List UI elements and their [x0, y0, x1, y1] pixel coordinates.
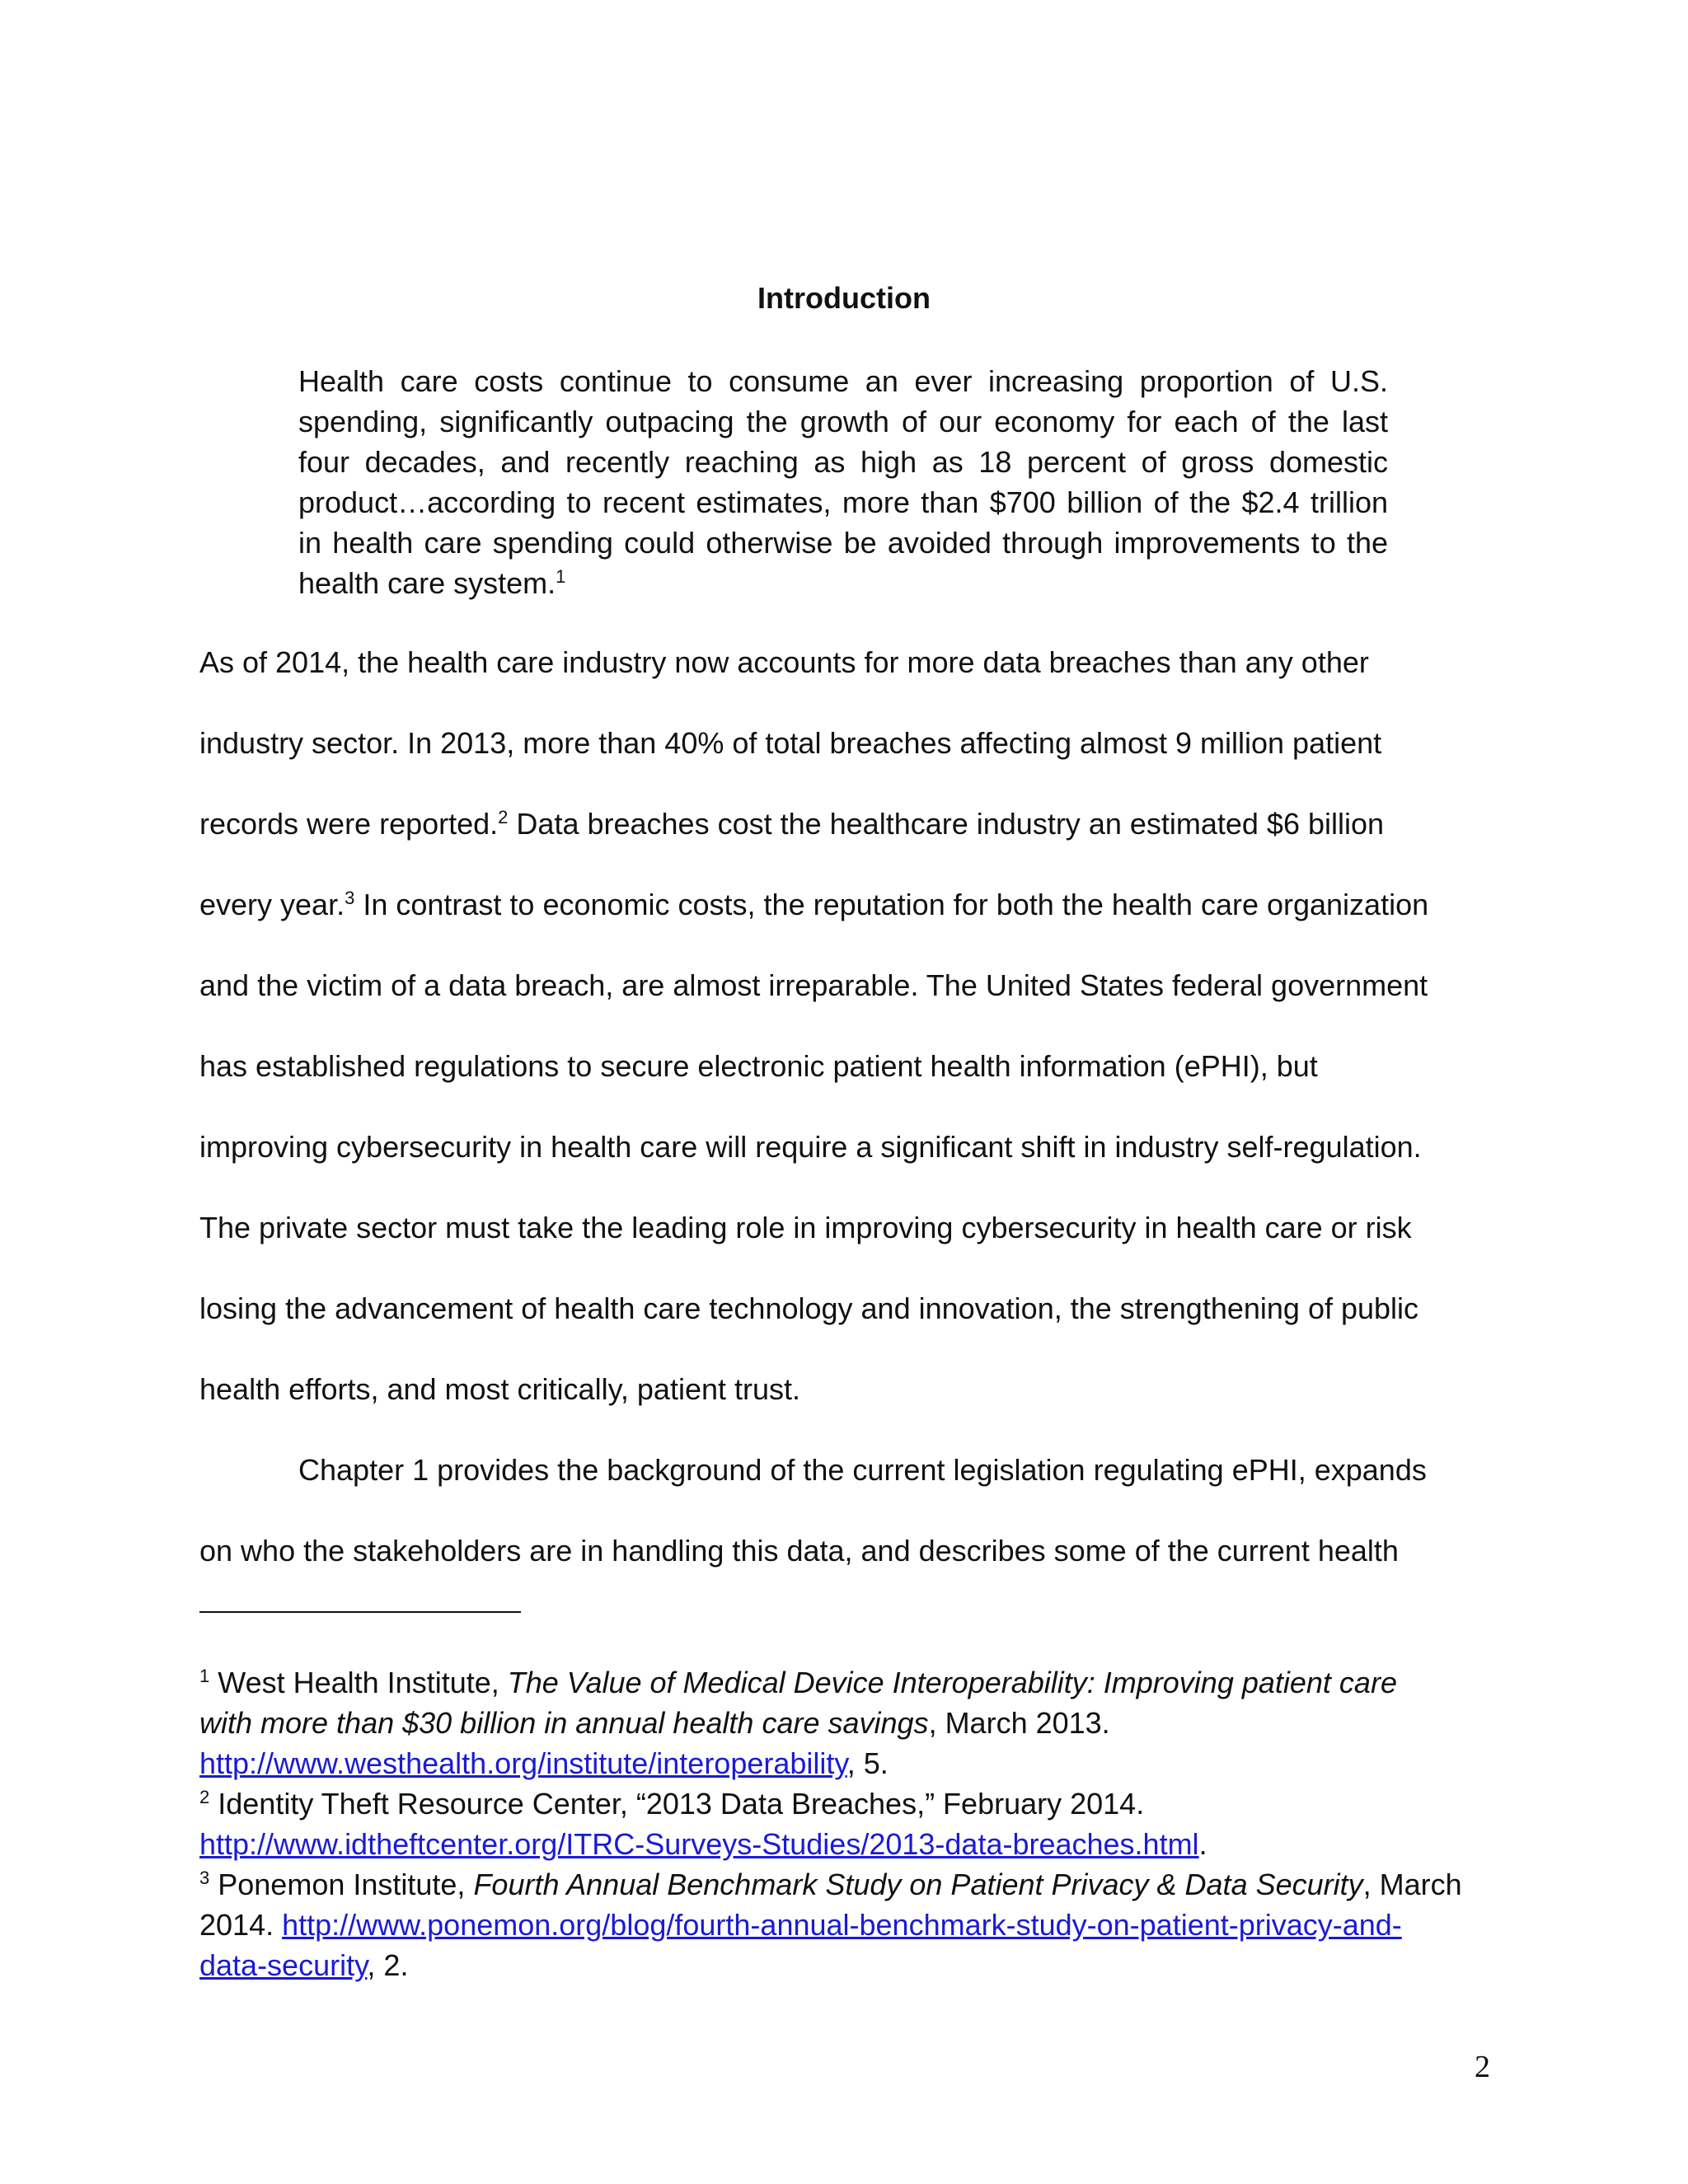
footnote-3-link-cont [199, 1945, 1485, 1985]
body-line: As of 2014, the health care industry now accounts for more data breaches than any other [199, 645, 1369, 679]
body-line: has established regulations to secure electronic patient health information (ePHI), but [199, 1049, 1318, 1083]
body-line: health efforts, and most critically, patient trust. [199, 1372, 800, 1406]
footnote-text: , 5. [846, 1746, 889, 1780]
block-quote [298, 361, 1388, 603]
footnote-3-link-line [199, 1905, 1485, 1945]
footnote-text: West Health Institute, [209, 1666, 508, 1699]
footnote-text: , March [1362, 1868, 1462, 1901]
body-line [199, 887, 1518, 923]
footnote-2 [199, 1783, 1485, 1824]
body-line: The private sector must take the leading role in improving cybersecurity in health care or risk [199, 1211, 1412, 1244]
block-quote-text: Health care costs continue to consume an ever increasing proportion of U.S. spending, significantly outpacing the growth of our economy for each of the last four decades, and recently reaching as high as 18 percent of gross domestic product…according to recent estimates, more than $700 billion of the $2.4 trillion in health care spending could otherwise be avoided through improvements to the health care system. [298, 364, 1388, 600]
body-line: industry sector. In 2013, more than 40% of total breaches affecting almost 9 million patient [199, 726, 1382, 760]
body-text: records were reported. [199, 807, 499, 841]
footnote-title: Fourth Annual Benchmark Study on Patient Privacy & Data Security [473, 1868, 1363, 1901]
footnote-text: Identity Theft Resource Center, “2013 Data Breaches,” February 2014. [209, 1787, 1145, 1821]
body-line: improving cybersecurity in health care will require a significant shift in industry self-regulation. [199, 1130, 1422, 1164]
footnote-2-link-line [199, 1824, 1485, 1864]
body-line [199, 806, 1518, 842]
footnote-text: . [1198, 1827, 1207, 1861]
footnote-ref-2[interactable]: 2 [498, 807, 509, 827]
body-text: every year. [199, 888, 345, 921]
footnote-separator [199, 1611, 521, 1613]
section-title: Introduction [757, 281, 931, 315]
footnote-link[interactable]: http://www.westhealth.org/institute/interoperability [199, 1746, 847, 1780]
body-text: In contrast to economic costs, the reputation for both the health care organization [354, 888, 1429, 921]
footnote-ref-3[interactable]: 3 [345, 888, 355, 908]
footnote-number: 2 [199, 1787, 210, 1807]
footnote-1-cont [199, 1703, 1485, 1743]
footnote-title: with more than $30 billion in annual health care savings [199, 1706, 929, 1740]
page-number: 2 [1475, 2050, 1490, 2084]
footnote-ref-1[interactable]: 1 [556, 566, 566, 587]
body-line: Chapter 1 provides the background of the current legislation regulating ePHI, expands [298, 1453, 1427, 1487]
body-line: losing the advancement of health care technology and innovation, the strengthening of public [199, 1291, 1419, 1325]
footnote-1 [199, 1662, 1485, 1703]
footnote-text: 2014. [199, 1908, 283, 1942]
footnotes [199, 1662, 1485, 1985]
footnote-number: 3 [199, 1868, 210, 1888]
footnote-text: , 2. [367, 1948, 409, 1982]
body-line: on who the stakeholders are in handling this data, and describes some of the current health [199, 1534, 1399, 1568]
body-text: Data breaches cost the healthcare industry an estimated $6 billion [508, 807, 1385, 841]
footnote-title: The Value of Medical Device Interoperability: Improving patient care [507, 1666, 1397, 1699]
body-line: and the victim of a data breach, are almost irreparable. The United States federal government [199, 968, 1428, 1002]
footnote-link[interactable]: data-security [199, 1948, 368, 1982]
footnote-link[interactable]: http://www.idtheftcenter.org/ITRC-Surveys-Studies/2013-data-breaches.html [199, 1827, 1199, 1861]
footnote-3 [199, 1864, 1485, 1905]
footnote-number: 1 [199, 1666, 210, 1686]
footnote-text: , March 2013. [928, 1706, 1110, 1740]
footnote-link[interactable]: http://www.ponemon.org/blog/fourth-annual-benchmark-study-on-patient-privacy-and- [282, 1908, 1402, 1942]
footnote-text: Ponemon Institute, [209, 1868, 474, 1901]
footnote-1-link-line [199, 1743, 1485, 1783]
